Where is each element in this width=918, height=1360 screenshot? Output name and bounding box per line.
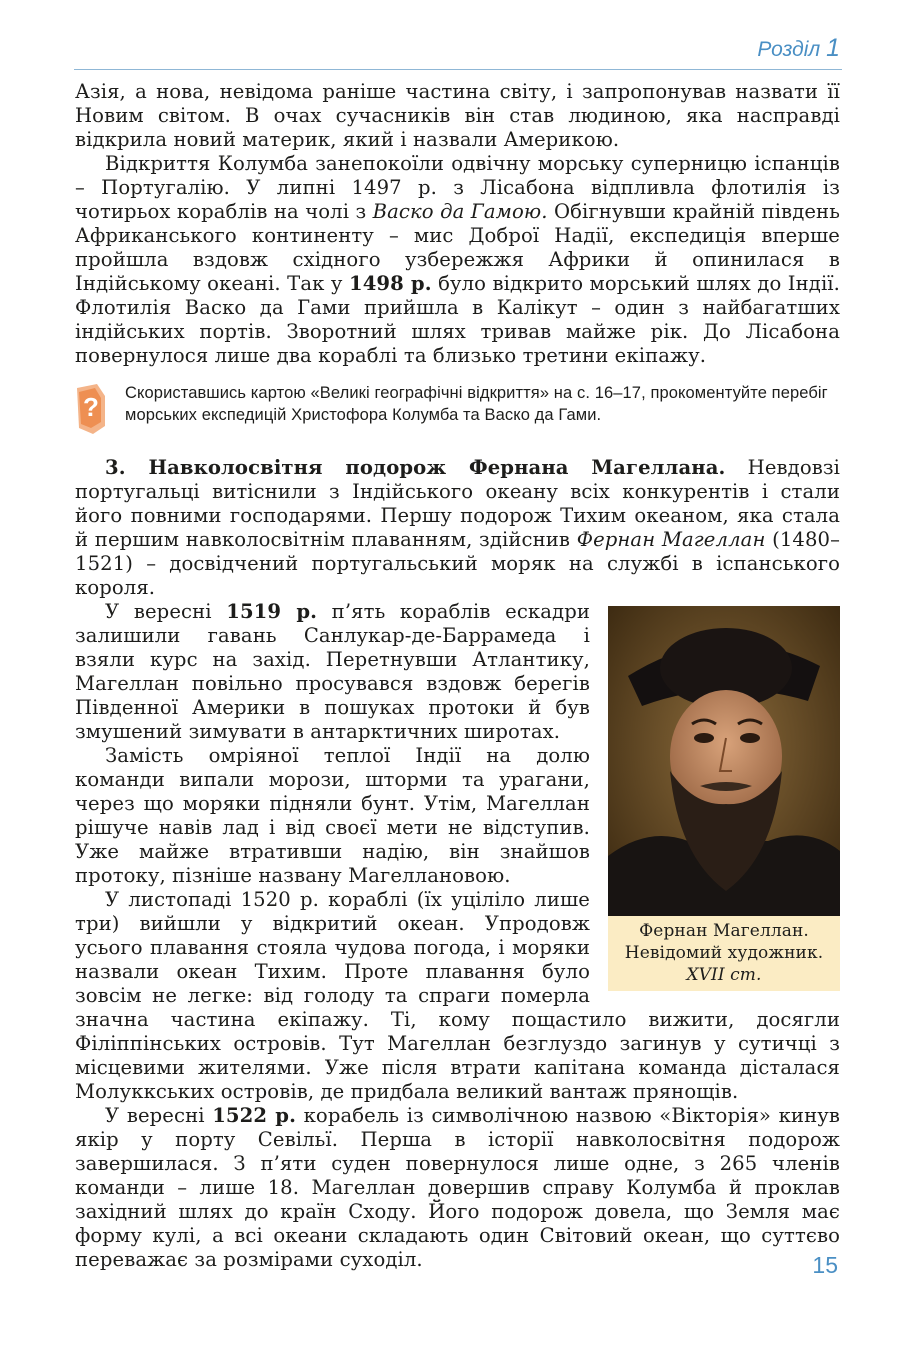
question-mark-icon <box>75 382 107 436</box>
paragraph-vasco-da-gama <box>75 152 840 368</box>
name-magellan: Фернан Магеллан <box>576 528 766 551</box>
paragraph-text: було відкрито морський шлях до Індії. Флотилія Васко да Гами прийшла в Калікут – один з найбагатших індійських портів. Зворотний шлях тривав майже рік. До Лісабона повернулося лише два кораблі та близько третини екіпажу. <box>75 272 840 367</box>
section-label: Розділ <box>757 38 821 61</box>
caption-artist: Невідомий художник. <box>624 943 824 963</box>
main-text <box>75 80 840 1272</box>
paragraph-text: Азія, а нова, невідома раніше частина світу, і запропонував назвати її Новим світом. В очах сучасників він став людиною, яка насправді відкрила новий материк, який і назвали Америкою. <box>75 80 840 151</box>
name-vasco-da-gama: Васко да Гамою. <box>372 200 548 223</box>
paragraph-text: корабель із символічною назвою «Вікторія» кинув якір у порту Севільї. Перша в історії навколосвітня подорож завершилася. З п’яти суден повернулося лише одне, з 265 членів команди – лише 18. Магеллан довершив справу Колумба й проклав західний шлях до країн Сходу. Його подорож довела, що Земля має форму кулі, а всі океани складають один Світовий океан, що суттєво переважає за розмірами суходіл. <box>75 1104 841 1271</box>
paragraph-text: Відкриття Колумба занепокоїли одвічну морську суперницю іспанців – Португалію. У липні 1497 р. з Лісабона відпливла флотилія із чотирьох кораблів на чолі з <box>75 152 840 223</box>
paragraph-magellan-heading <box>75 456 840 600</box>
paragraph-text: Обігнувши крайній південь Африканського континенту – мис Доброї Надії, експедиція вперше пройшла вздовж східного узбережжя Африки й опинилася в Індійському океані. Так у <box>75 200 840 295</box>
paragraph-text: (1480–1521) – досвідчений португальський моряк на службі в іспанського короля. <box>75 528 841 599</box>
figure-caption <box>608 916 840 991</box>
page-number: 15 <box>812 1252 838 1278</box>
magellan-portrait-image <box>608 606 840 916</box>
header-rule <box>74 69 842 70</box>
paragraph-1522 <box>75 1104 840 1272</box>
date-1522: 1522 р. <box>212 1104 297 1127</box>
paragraph-text: п’ять кораблів ескадри залишили гавань Санлукар-де-Баррамеда і взяли курс на захід. Перетнувши Атлантику, Магеллан повільно просувався вздовж берегів Південної Америки в пошуках протоки й був змушений зимувати в антарктичних широтах. <box>75 600 590 743</box>
svg-text:?: ? <box>83 392 99 422</box>
callout-text: Скориставшись картою «Великі географічні відкриття» на с. 16–17, прокоментуйте перебіг морських експедицій Христофора Колумба та Васко да Гами. <box>125 384 828 424</box>
section-number: 1 <box>826 34 840 62</box>
caption-title: Фернан Магеллан. <box>639 921 809 941</box>
paragraph-text: Невдовзі португальці витіснили з Індійського океану всіх конкурентів і стали його повними господарями. Першу подорож Тихим океаном, яка стала й першим навколосвітнім плаванням, здійснив <box>75 456 840 551</box>
magellan-figure <box>608 606 840 991</box>
paragraph-text: У вересні <box>105 1104 213 1127</box>
paragraph-columbus-end <box>75 80 840 152</box>
date-1519: 1519 р. <box>226 600 318 623</box>
paragraph-text: У листопаді 1520 р. кораблі (їх уціліло лише три) вийшли у відкритий океан. Упродовж усього плавання стояла чудова погода, і моряки назвали океан Тихим. Проте плавання було зовсім не легке: від голоду та спраги померла значна частина екіпажу. Ті, кому пощастило вижити, досягли Філіппінських островів. Тут Магеллан безглуздо загинув у сутичці з місцевими жителями. Уже після втрати капітана команда дісталася Молуккських островів, де придбала великий вантаж прянощів. <box>75 888 840 1103</box>
paragraph-text: У вересні <box>105 600 227 623</box>
date-1498: 1498 р. <box>348 272 432 295</box>
caption-century: XVII ст. <box>686 965 762 985</box>
paragraph-text: Замість омріяної теплої Індії на долю команди випали морози, шторми та урагани, через що моряки підняли бунт. Утім, Магеллан рішуче навів лад і від своєї мети не відступив. Уже майже втративши надію, він знайшов протоку, пізніше названу Магеллановою. <box>75 744 590 887</box>
running-head <box>757 34 840 63</box>
question-callout <box>75 382 840 438</box>
subsection-heading: 3. Навколосвітня подорож Фернана Магеллана. <box>105 456 726 479</box>
